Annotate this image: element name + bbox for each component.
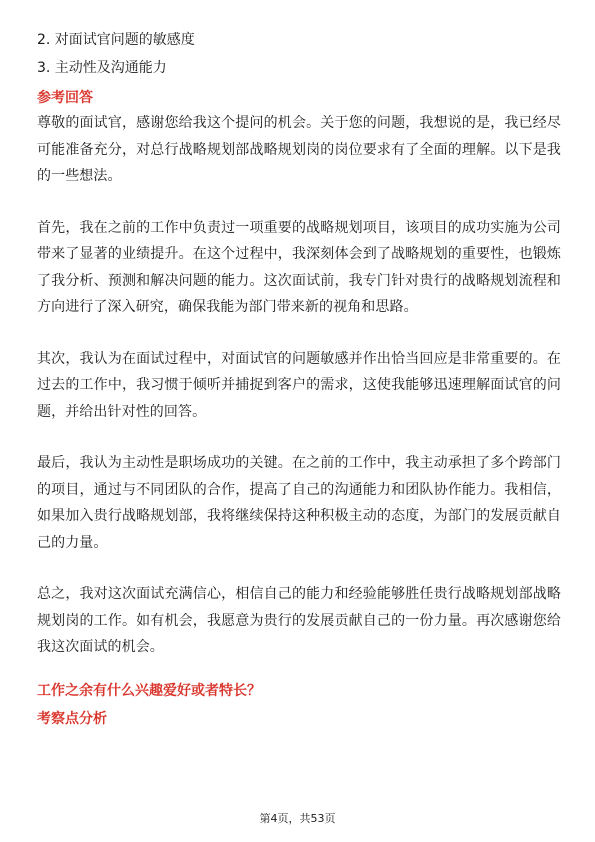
analysis-heading: 考察点分析: [37, 710, 107, 727]
page-number-footer: 第4页，共53页: [259, 812, 336, 825]
answer-paragraph-last: 最后，我认为主动性是职场成功的关键。在之前的工作中，我主动承担了多个跨部门的项目，通过与不同团队的合作，提高了自己的沟通能力和团队协作能力。我相信，如果加入贵行战略规划部，我将继续保持这种积极主动的态度，为部门的发展贡献自己的力量。: [37, 455, 561, 551]
paragraph-gap: [37, 190, 561, 215]
paragraph-gap: [37, 556, 561, 581]
paragraph-gap: [37, 321, 561, 346]
list-item-initiative: 3. 主动性及沟通能力: [37, 60, 167, 76]
answer-paragraph-second: 其次，我认为在面试过程中，对面试官的问题敏感并作出恰当回应是非常重要的。在过去的工作中，我习惯于倾听并捕捉到客户的需求，这使我能够迅速理解面试官的问题，并给出针对性的回答。: [37, 350, 561, 420]
list-item-sensitivity: 2. 对面试官问题的敏感度: [37, 32, 195, 48]
answer-paragraph-intro: 尊敬的面试官，感谢您给我这个提问的机会。关于您的问题，我想说的是，我已经尽可能准备充分，对总行战略规划部战略规划岗的岗位要求有了全面的理解。以下是我的一些想法。: [37, 115, 561, 184]
answer-paragraph-first: 首先，我在之前的工作中负责过一项重要的战略规划项目，该项目的成功实施为公司带来了显著的业绩提升。在这个过程中，我深刻体会到了战略规划的重要性，也锻炼了我分析、预测和解决问题的能力。这次面试前，我专门针对贵行的战略规划流程和方向进行了深入研究，确保我能为部门带来新的视角和思路。: [37, 219, 561, 315]
question-heading: 工作之余有什么兴趣爱好或者特长？: [37, 682, 261, 699]
answer-heading: 参考回答: [37, 90, 93, 106]
answer-paragraph-conclusion: 总之，我对这次面试充满信心，相信自己的能力和经验能够胜任贵行战略规划部战略规划岗的工作。如有机会，我愿意为贵行的发展贡献自己的一份力量。再次感谢您给我这次面试的机会。: [37, 586, 561, 655]
page-content: [37, 30, 561, 729]
paragraph-gap: [37, 425, 561, 450]
